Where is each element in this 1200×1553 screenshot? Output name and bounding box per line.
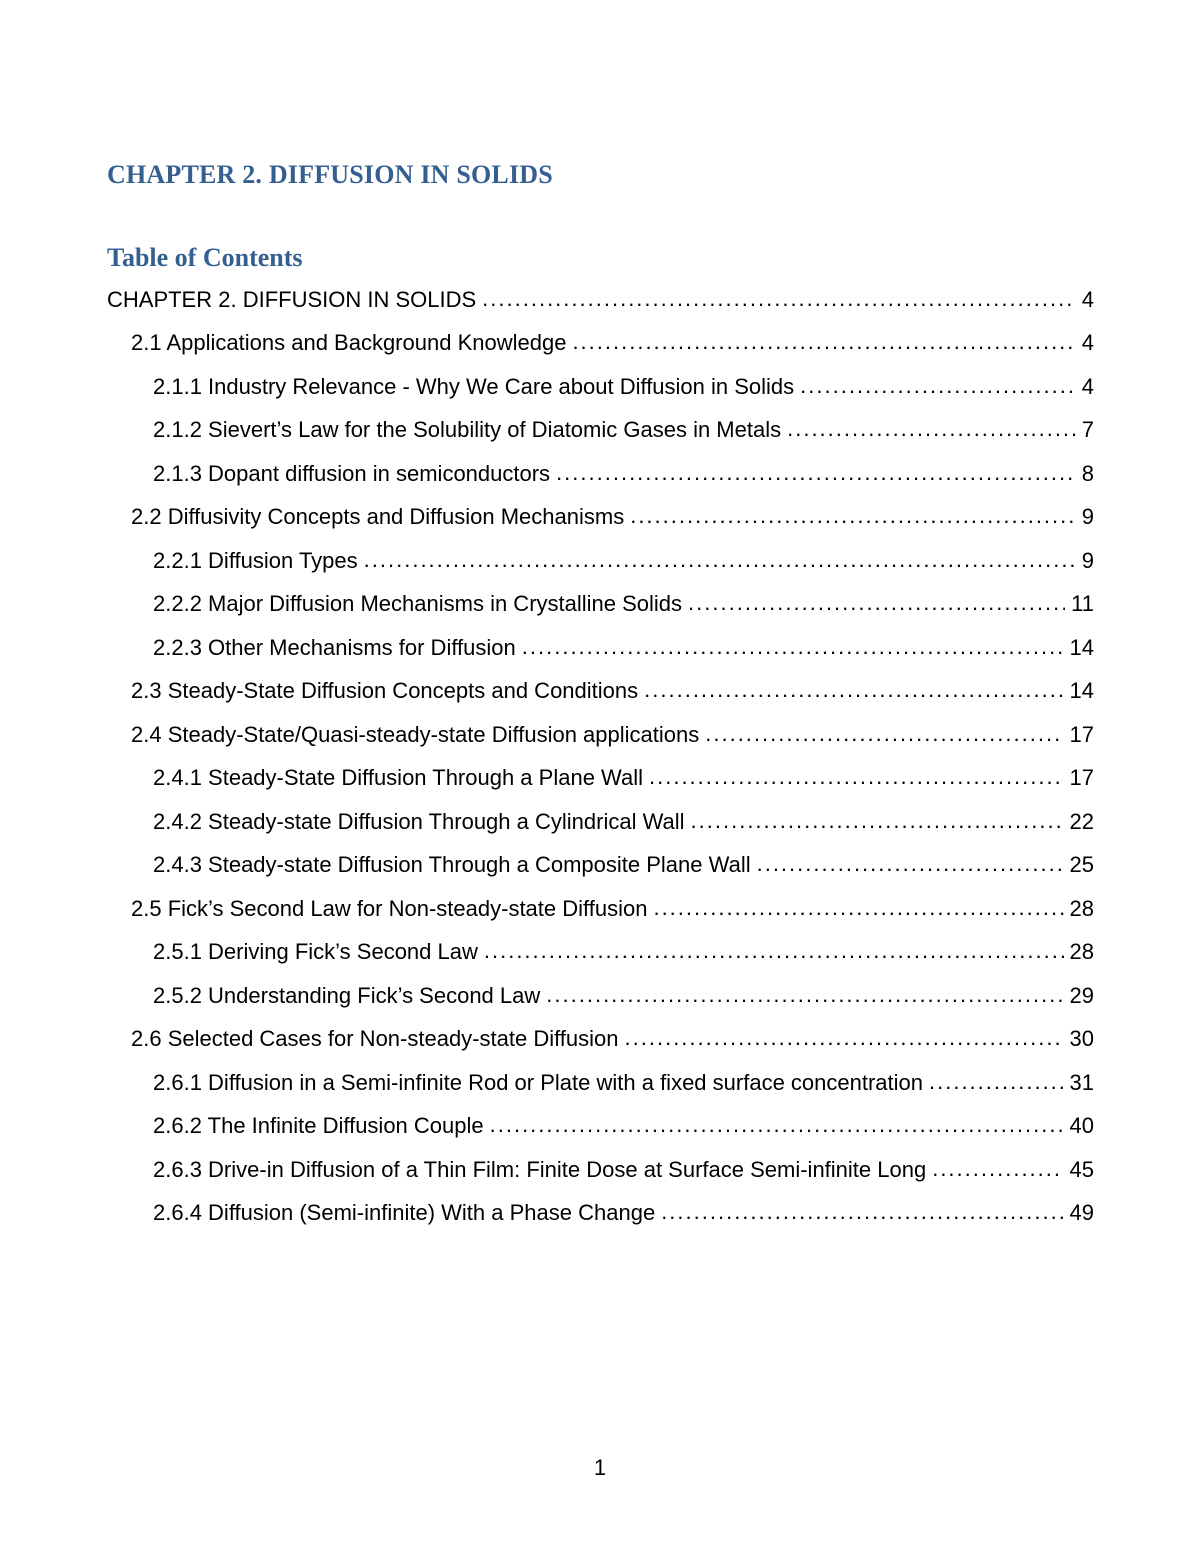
toc-dot-leader [572, 329, 1075, 355]
toc-entry[interactable] [0, 800, 1200, 844]
toc-entry-title: 2.6.4 Diffusion (Semi-infinite) With a Phase Change [153, 1200, 656, 1226]
toc-entry-page: 22 [1069, 808, 1094, 834]
toc-heading: Table of Contents [107, 243, 303, 272]
toc-entry-title: 2.6.2 The Infinite Diffusion Couple [153, 1113, 484, 1139]
toc-dot-leader [644, 677, 1063, 703]
toc-entry[interactable] [0, 713, 1200, 757]
toc-dot-leader [625, 1025, 1064, 1051]
toc-dot-leader [757, 851, 1064, 877]
toc-entry[interactable] [0, 1148, 1200, 1192]
toc-dot-leader [932, 1156, 1063, 1182]
toc-entry[interactable] [0, 1105, 1200, 1149]
toc-entry[interactable] [0, 670, 1200, 714]
toc-dot-leader [691, 808, 1064, 834]
chapter-heading: CHAPTER 2. DIFFUSION IN SOLIDS [107, 160, 553, 189]
toc-entry-title: 2.1.2 Sievert’s Law for the Solubility of Diatomic Gases in Metals [153, 417, 782, 443]
toc-entry-page: 30 [1069, 1026, 1094, 1052]
toc-entry[interactable] [0, 583, 1200, 627]
toc-entry-title: 2.4.2 Steady-state Diffusion Through a Cylindrical Wall [153, 808, 685, 834]
toc-entry-page: 45 [1069, 1156, 1094, 1182]
toc-entry-title: 2.2.3 Other Mechanisms for Diffusion [153, 634, 516, 660]
toc-entry-title: 2.5.2 Understanding Fick’s Second Law [153, 982, 541, 1008]
toc-entry-title: 2.1.3 Dopant diffusion in semiconductors [153, 460, 551, 486]
toc-dot-leader [649, 764, 1064, 790]
toc-entry-page: 14 [1069, 634, 1094, 660]
toc-entry[interactable] [0, 539, 1200, 583]
toc-dot-leader [661, 1199, 1063, 1225]
toc-dot-leader [490, 1112, 1064, 1138]
toc-dot-leader [482, 286, 1076, 312]
toc-entry-page: 4 [1081, 286, 1094, 312]
toc-entry-page: 49 [1069, 1200, 1094, 1226]
toc-dot-leader [630, 503, 1076, 529]
toc-entry[interactable] [0, 757, 1200, 801]
toc-dot-leader [705, 721, 1063, 747]
toc-dot-leader [800, 373, 1076, 399]
toc-entry-page: 40 [1069, 1113, 1094, 1139]
toc-dot-leader [556, 460, 1076, 486]
toc-entry-page: 9 [1081, 547, 1094, 573]
toc-entry[interactable] [0, 496, 1200, 540]
page-number: 1 [593, 1455, 607, 1480]
toc-entry-title: 2.6.3 Drive-in Diffusion of a Thin Film: Finite Dose at Surface Semi-infinite Long [153, 1156, 927, 1182]
toc-entry-page: 29 [1069, 982, 1094, 1008]
toc-entry-title: 2.1 Applications and Background Knowledge [131, 330, 567, 356]
toc-entry-page: 17 [1069, 721, 1094, 747]
toc-entry[interactable] [0, 278, 1200, 322]
toc-entry-title: 2.2.1 Diffusion Types [153, 547, 358, 573]
toc-entry[interactable] [0, 452, 1200, 496]
toc-entry-page: 11 [1071, 591, 1094, 617]
toc-entry-page: 4 [1081, 330, 1094, 356]
toc-entry-title: 2.5 Fick’s Second Law for Non-steady-state Diffusion [131, 895, 648, 921]
toc-entry[interactable] [0, 887, 1200, 931]
toc-entry-title: CHAPTER 2. DIFFUSION IN SOLIDS [107, 286, 477, 312]
toc-entry-title: 2.1.1 Industry Relevance - Why We Care about Diffusion in Solids [153, 373, 795, 399]
toc-entry-page: 9 [1081, 504, 1094, 530]
toc-entry[interactable] [0, 931, 1200, 975]
toc-entry[interactable] [0, 844, 1200, 888]
toc-entry[interactable] [0, 409, 1200, 453]
toc-entry-page: 14 [1069, 678, 1094, 704]
toc-dot-leader [522, 634, 1064, 660]
toc-entry-title: 2.2 Diffusivity Concepts and Diffusion Mechanisms [131, 504, 625, 530]
toc-dot-leader [484, 938, 1064, 964]
toc-entry-page: 28 [1069, 939, 1094, 965]
toc-dot-leader [546, 982, 1063, 1008]
toc-entry-title: 2.6 Selected Cases for Non-steady-state Diffusion [131, 1026, 619, 1052]
toc-entry-page: 4 [1081, 373, 1094, 399]
toc-entry-page: 8 [1081, 460, 1094, 486]
toc-entry-title: 2.6.1 Diffusion in a Semi-infinite Rod or Plate with a fixed surface concentration [153, 1069, 923, 1095]
toc-dot-leader [653, 895, 1063, 921]
toc-entry[interactable] [0, 365, 1200, 409]
toc-entry[interactable] [0, 1061, 1200, 1105]
toc-entry-page: 25 [1069, 852, 1094, 878]
toc-entry[interactable] [0, 974, 1200, 1018]
toc-dot-leader [787, 416, 1076, 442]
toc-entry-page: 28 [1069, 895, 1094, 921]
toc-entry-title: 2.4 Steady-State/Quasi-steady-state Diffusion applications [131, 721, 700, 747]
toc-entry-title: 2.2.2 Major Diffusion Mechanisms in Crystalline Solids [153, 591, 683, 617]
toc-entry-title: 2.4.1 Steady-State Diffusion Through a Plane Wall [153, 765, 643, 791]
toc-entry-page: 31 [1069, 1069, 1094, 1095]
toc-dot-leader [929, 1069, 1064, 1095]
toc-entry-title: 2.3 Steady-State Diffusion Concepts and Conditions [131, 678, 639, 704]
toc-entry-title: 2.4.3 Steady-state Diffusion Through a Composite Plane Wall [153, 852, 751, 878]
toc-entry-title: 2.5.1 Deriving Fick’s Second Law [153, 939, 478, 965]
table-of-contents [0, 278, 1200, 1235]
toc-dot-leader [364, 547, 1076, 573]
toc-entry[interactable] [0, 322, 1200, 366]
toc-dot-leader [688, 590, 1065, 616]
toc-entry[interactable] [0, 1192, 1200, 1236]
toc-entry[interactable] [0, 626, 1200, 670]
toc-entry-page: 17 [1069, 765, 1094, 791]
toc-entry-page: 7 [1081, 417, 1094, 443]
toc-entry[interactable] [0, 1018, 1200, 1062]
